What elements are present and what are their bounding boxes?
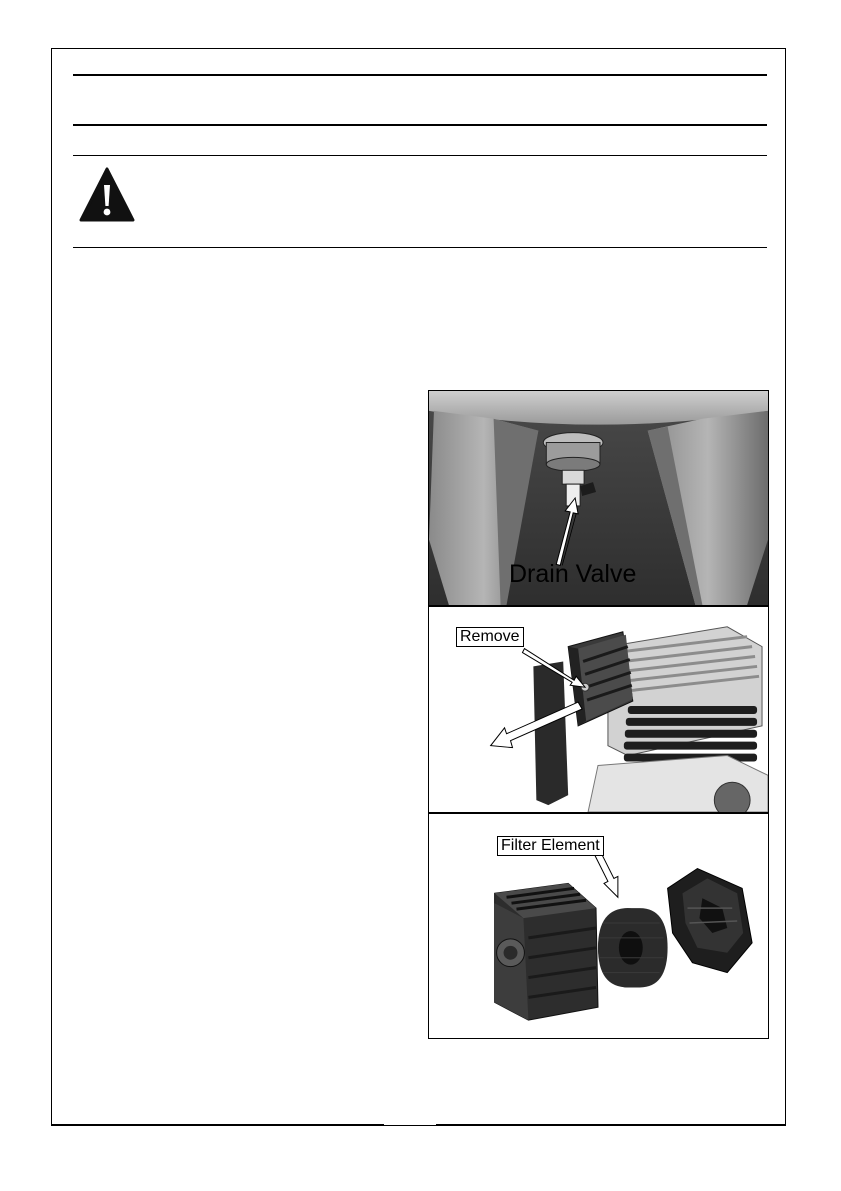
filter-element-label: Filter Element [497, 836, 604, 856]
warning-bottom-rule [73, 247, 767, 248]
warning-top-rule [73, 155, 767, 156]
remove-label: Remove [456, 627, 524, 647]
header-bottom-rule [73, 124, 767, 126]
footer-rule-right [436, 1124, 786, 1126]
drain-valve-photo [428, 390, 769, 606]
footer-rule-left [51, 1124, 384, 1126]
header-top-rule [73, 74, 767, 76]
drain-valve-label: Drain Valve [509, 560, 637, 588]
warning-triangle-icon [78, 166, 136, 224]
air-filter-photo [428, 606, 769, 813]
filter-parts-photo [428, 813, 769, 1039]
